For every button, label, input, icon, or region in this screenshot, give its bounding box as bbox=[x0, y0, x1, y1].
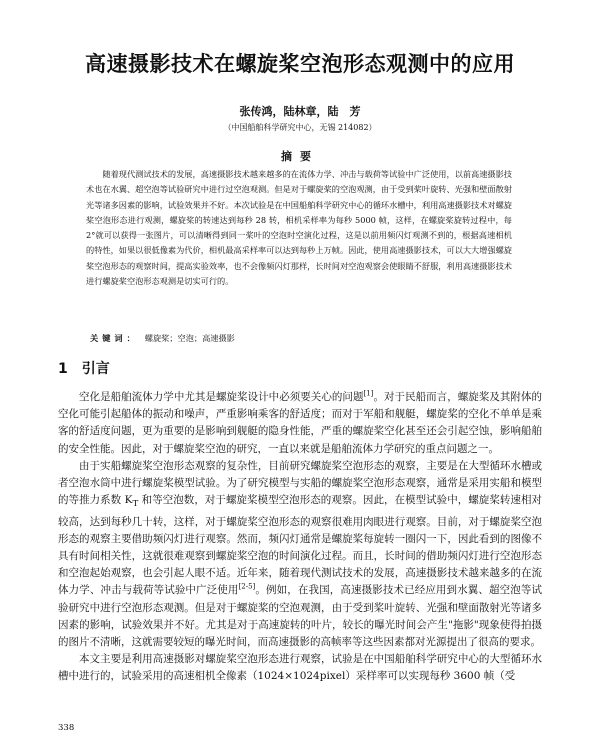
subscript: T bbox=[132, 499, 139, 510]
author-affiliation: （中国船舶科学研究中心，无锡 214082） bbox=[223, 123, 377, 132]
citation: [2-5] bbox=[238, 582, 256, 591]
section-heading bbox=[58, 358, 110, 378]
paragraph-text: 空化是船舶流体力学中尤其是螺旋桨设计中必须要关心的问题 bbox=[79, 391, 364, 403]
paragraph-text: 。例如，在我国，高速摄影技术已经应用到水翼、超空泡等试验研究中进行空泡形态观测。但是对于螺旋桨的空泡观测，由于受到桨叶旋转、光强和壁面散射光等诸多因素的影响，试验效果并不好。尤其是对于高速旋转的叶片，较长的曝光时间会产生"拖影"现象使得拍摄的图片不清晰，这就需要较短的曝光时间，而高速摄影的高帧率等这些因素都对光源提出了很高的要求。 bbox=[58, 584, 543, 648]
paper-title: 高速摄影技术在螺旋桨空泡形态观测中的应用 bbox=[85, 52, 515, 76]
paragraph bbox=[58, 651, 542, 685]
paragraph-text: 本文主要是利用高速摄影对螺旋桨空泡形态进行观察，试验是在中国船舶科学研究中心的大型循环水槽中进行的，试验采用的高速相机全像素（1024×1024pixel）采样率可以实现每秒 3600 帧（受 bbox=[58, 653, 542, 683]
page-number: 338 bbox=[58, 723, 75, 733]
section-title: 引言 bbox=[81, 361, 110, 377]
paragraph-text: 。对于民船而言，螺旋桨及其附体的空化可能引起船体的振动和噪声，严重影响乘客的舒适度；而对于军船和舰艇，螺旋桨的空化不单单是乘客的舒适度问题，更为重要的是影响到舰艇的隐身性能，严重的螺旋桨空化甚至还会引起空蚀，影响船舶的安全性能。因此，对于螺旋桨空泡的研究，一直以来就是船舶流体力学研究的重点问题之一。 bbox=[58, 391, 543, 455]
body-text bbox=[58, 389, 542, 686]
paragraph bbox=[58, 389, 542, 458]
paragraph-text: 和等空泡数，对于螺旋桨模型空泡形态的观察。因此，在模型试验中，螺旋桨转速相对较高，达到每秒几十转，这样，对于螺旋桨空泡形态的观察很难用肉眼进行观察。目前，对于螺旋桨空泡形态的观察主要借助频闪灯进行观察。然而，频闪灯通常是螺旋桨每旋转一圈闪一下，因此看到的图像不具有时间相关性，这就很难观察到螺旋桨空泡的时间演化过程。而且，长时间的借助频闪灯进行空泡形态和空泡起始观察，也会引起人眼不适。近年来，随着现代测试技术的发展，高速摄影技术越来越多的在流体力学、冲击与载荷等试验中广泛使用 bbox=[58, 494, 542, 597]
keywords-line bbox=[90, 333, 510, 344]
abstract-heading: 摘要 bbox=[281, 150, 319, 163]
section-number: 1 bbox=[58, 361, 68, 377]
paragraph-text: 由于实船螺旋桨空泡形态观察的复杂性，目前研究螺旋桨空泡形态的观察，主要是在大型循环水槽或者空泡水筒中进行螺旋桨模型试验。为了研究模型与实船的螺旋桨空泡形态观察，通常是采用实船和模型的等推力系数 K bbox=[58, 459, 542, 507]
keywords-values: 螺旋桨；空泡；高速摄影 bbox=[144, 333, 235, 343]
keywords-label: 关键词： bbox=[90, 333, 139, 343]
paragraph bbox=[58, 458, 542, 651]
abstract-text: 随着现代测试技术的发展，高速摄影技术越来越多的在流体力学、冲击与载荷等试验中广泛使用，以前高速摄影技术也在水翼、超空泡等试验研究中进行过空泡观测。但是对于螺旋桨的空泡观测，由于受到桨叶旋转、光强和壁面散射光等诸多因素的影响，试验效果并不好。本次试验是在中国船舶科学研究中心的循环水槽中，利用高速摄影技术对螺旋桨空泡形态进行观测，螺旋桨的转速达到每秒 28 转，相机采样率为每秒 5000 帧，这样，在螺旋桨旋转过程中，每 2°就可以获得一张图片，可以清晰得到同一桨叶的空泡时空演化过程，这是以前用频闪灯观测不到的，根据高速相机的特性，如果以很低像素为代价，相机最高采样率可以达到每秒上万帧。因此，使用高速摄影技术，可以大大增强螺旋桨空泡形态的观察时间，提高实验效率，也不会像频闪灯那样，长时间对空泡观察会使眼睛不舒服，利用高速摄影技术进行螺旋桨空泡形态观测是切实可行的。 bbox=[86, 169, 512, 287]
citation: [1] bbox=[363, 389, 374, 398]
author-list: 张传鸿，陆林章，陆 芳 bbox=[239, 105, 361, 118]
